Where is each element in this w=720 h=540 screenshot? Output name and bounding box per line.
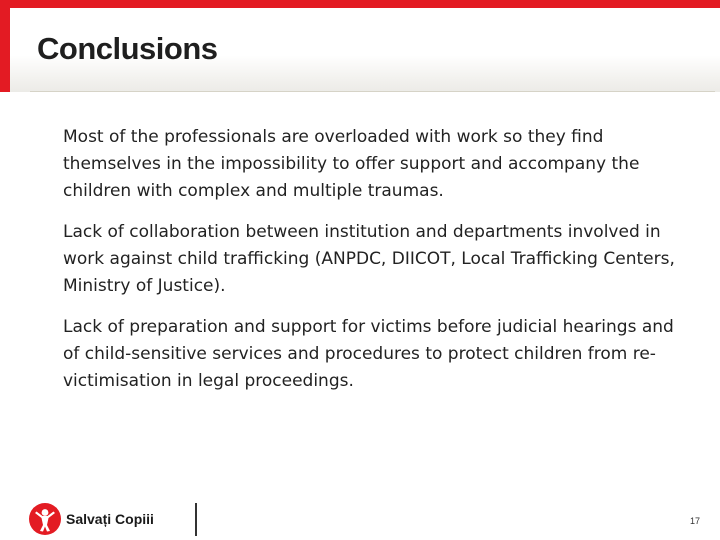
paragraph-preparation: Lack of preparation and support for victims before judicial hearings and of child-sensitive services and procedures to protect children from re-victimisation in legal proceedings. (63, 317, 674, 391)
slide-body (63, 124, 683, 409)
header-divider (30, 91, 715, 92)
red-accent-bar-left (0, 0, 10, 92)
logo-text: Salvați Copiii (66, 511, 154, 527)
child-figure-icon (28, 502, 62, 536)
footer-divider (195, 503, 197, 536)
page-number: 17 (689, 516, 700, 526)
paragraph-collaboration: Lack of collaboration between institution and departments involved in work against child trafficking (ANPDC, DIICOT, Local Trafficking Centers, Ministry of Justice). (63, 222, 675, 296)
red-accent-bar-top (10, 0, 720, 8)
paragraph-workload: Most of the professionals are overloaded with work so they find themselves in the impossibility to offer support and accompany the children with complex and multiple traumas. (63, 127, 640, 201)
slide-title: Conclusions (37, 31, 218, 66)
